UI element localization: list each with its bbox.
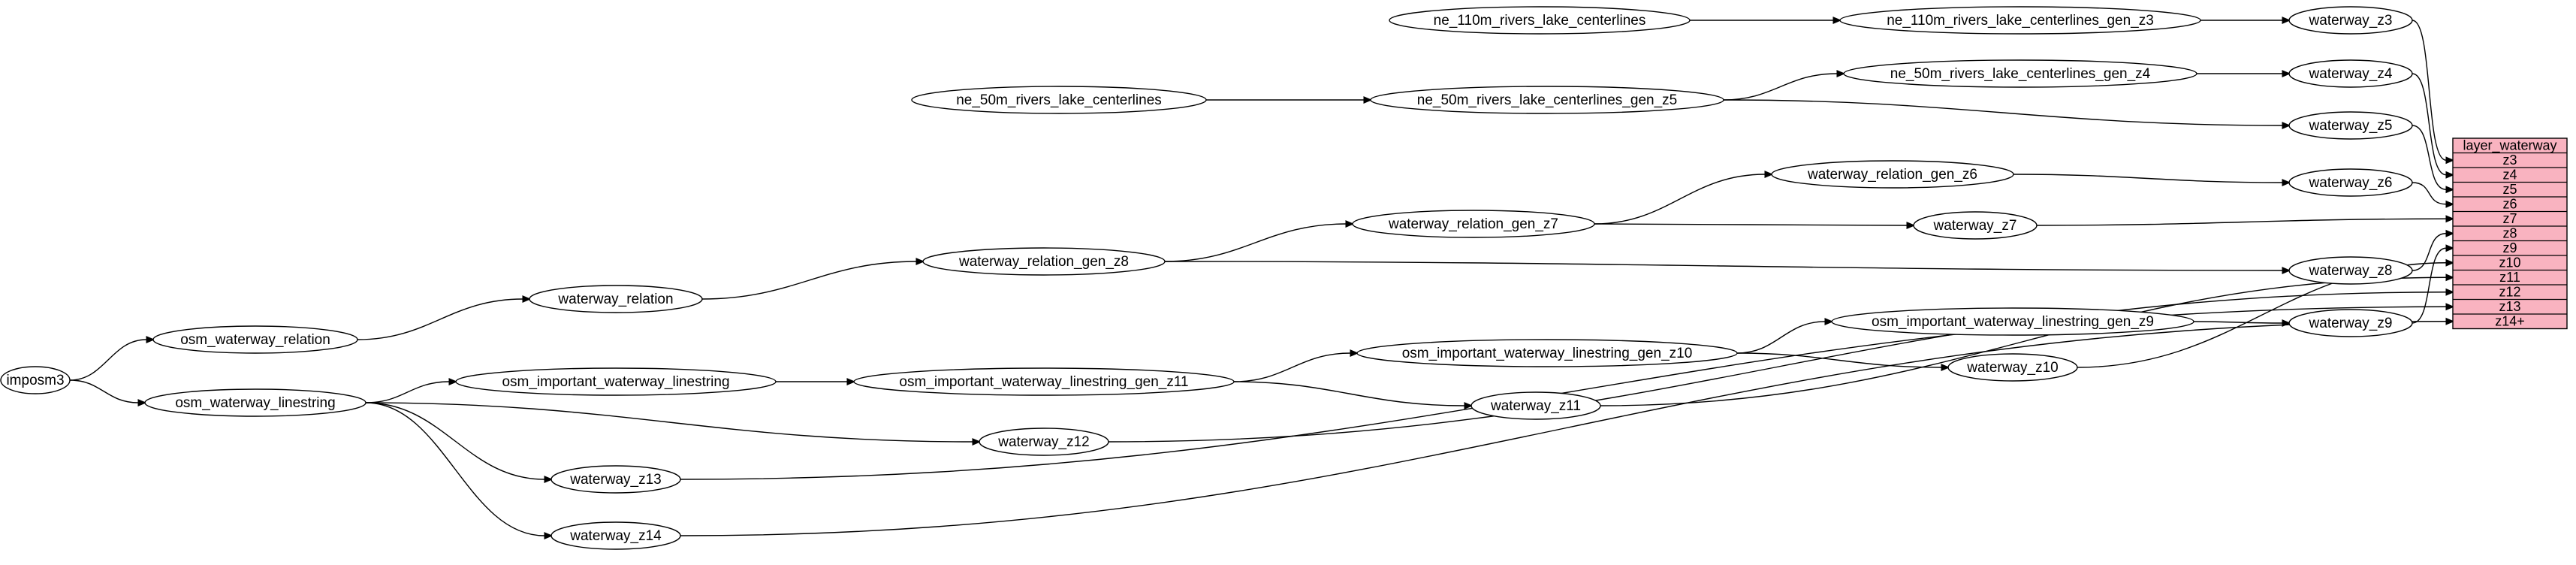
record-node-layer-waterway[interactable] xyxy=(2453,138,2567,329)
record-header-label: layer_waterway xyxy=(2463,137,2557,153)
edge-waterway_z7-to-layer_waterway-z7 xyxy=(2037,219,2446,225)
node-osm_important_waterway_linestring_gen_z10[interactable] xyxy=(1357,340,1737,367)
node-label: osm_important_waterway_linestring_gen_z11 xyxy=(899,374,1189,391)
node-label: osm_important_waterway_linestring_gen_z9 xyxy=(1872,314,2154,331)
node-label: waterway_relation_gen_z7 xyxy=(1388,216,1559,233)
node-label: waterway_z10 xyxy=(1967,360,2059,376)
node-label: waterway_relation_gen_z8 xyxy=(958,254,1130,270)
node-osm_waterway_linestring[interactable] xyxy=(145,389,366,416)
node-label: osm_important_waterway_linestring_gen_z10 xyxy=(1401,346,1693,362)
node-waterway_relation_gen_z6[interactable] xyxy=(1772,161,2013,188)
edge-waterway_relation_gen_z6-to-waterway_z6 xyxy=(2013,174,2282,183)
edge-waterway_z9-to-layer_waterway-z9 xyxy=(2412,248,2446,323)
edge-osm_waterway_linestring-to-waterway_z14 xyxy=(366,403,544,536)
node-label: ne_50m_rivers_lake_centerlines xyxy=(956,92,1162,109)
node-label: osm_waterway_relation xyxy=(180,332,330,349)
node-label: ne_50m_rivers_lake_centerlines_gen_z5 xyxy=(1416,92,1678,109)
record-row-z3[interactable]: z3 xyxy=(2502,153,2517,168)
node-waterway_z3[interactable] xyxy=(2289,7,2412,34)
record-row-z6[interactable]: z6 xyxy=(2502,196,2517,212)
node-waterway_z13[interactable] xyxy=(551,466,680,493)
node-ne_50m_rivers_lake_centerlines[interactable] xyxy=(912,86,1206,113)
record-node-layer xyxy=(2453,138,2567,329)
edges-layer xyxy=(70,17,2454,539)
node-waterway_relation[interactable] xyxy=(529,286,702,313)
node-ne_50m_rivers_lake_centerlines_gen_z4[interactable] xyxy=(1844,60,2197,87)
edge-osm_important_waterway_linestring_gen_z10-to-osm_important_waterway_linestring_gen_z9 xyxy=(1737,322,1825,353)
record-row-z12[interactable]: z12 xyxy=(2499,284,2521,300)
node-waterway_z4[interactable] xyxy=(2289,60,2412,87)
node-label: waterway_z13 xyxy=(570,472,662,488)
node-osm_important_waterway_linestring_gen_z9[interactable] xyxy=(1832,308,2194,335)
edge-osm_important_waterway_linestring_gen_z11-to-waterway_z11 xyxy=(1234,382,1464,406)
edge-osm_waterway_linestring-to-waterway_z12 xyxy=(366,403,973,442)
node-label: waterway_z4 xyxy=(2309,66,2393,83)
node-label: imposm3 xyxy=(6,373,65,389)
edge-osm_waterway_linestring-to-waterway_z13 xyxy=(366,403,544,479)
edge-ne_50m_rivers_lake_centerlines_gen_z5-to-ne_50m_rivers_lake_centerlines_gen_z4 xyxy=(1724,74,1837,100)
node-label: ne_110m_rivers_lake_centerlines_gen_z3 xyxy=(1887,13,2154,29)
node-waterway_z9[interactable] xyxy=(2289,310,2412,337)
node-label: waterway_z12 xyxy=(998,434,1090,451)
edge-waterway_z8-to-layer_waterway-z8 xyxy=(2412,234,2446,270)
record-row-z13[interactable]: z13 xyxy=(2499,299,2521,314)
edge-osm_waterway_relation-to-waterway_relation xyxy=(357,299,523,340)
node-label: waterway_z7 xyxy=(1933,218,2017,234)
edge-osm_important_waterway_linestring_gen_z11-to-osm_important_waterway_linestring_gen_z10 xyxy=(1234,353,1350,382)
node-label: ne_50m_rivers_lake_centerlines_gen_z4 xyxy=(1890,66,2151,83)
node-waterway_z5[interactable] xyxy=(2289,112,2412,139)
edge-waterway_z3-to-layer_waterway-z3 xyxy=(2412,20,2446,160)
node-imposm3[interactable] xyxy=(1,367,70,394)
node-label: waterway_z11 xyxy=(1490,398,1582,415)
edge-osm_important_waterway_linestring_gen_z9-to-waterway_z9 xyxy=(2194,322,2282,323)
node-waterway_z7[interactable] xyxy=(1914,212,2037,239)
edge-waterway_relation_gen_z8-to-waterway_z8 xyxy=(1165,261,2282,270)
record-row-z4[interactable]: z4 xyxy=(2502,167,2517,183)
node-label: waterway_z8 xyxy=(2309,263,2393,279)
record-row-z8[interactable]: z8 xyxy=(2502,225,2517,241)
record-row-z7[interactable]: z7 xyxy=(2502,211,2517,226)
record-row-z5[interactable]: z5 xyxy=(2502,182,2517,197)
record-row-z10[interactable]: z10 xyxy=(2499,255,2521,270)
node-waterway_z11[interactable] xyxy=(1471,392,1600,419)
node-waterway_z12[interactable] xyxy=(979,428,1109,455)
edge-imposm3-to-osm_waterway_linestring xyxy=(70,380,138,403)
node-label: waterway_relation xyxy=(558,292,674,308)
edge-waterway_relation_gen_z7-to-waterway_z7 xyxy=(1594,224,1907,225)
node-waterway_relation_gen_z8[interactable] xyxy=(923,248,1165,275)
node-ne_50m_rivers_lake_centerlines_gen_z5[interactable] xyxy=(1371,86,1724,113)
node-label: osm_waterway_linestring xyxy=(175,395,336,412)
node-label: ne_110m_rivers_lake_centerlines xyxy=(1433,13,1646,29)
node-osm_important_waterway_linestring_gen_z11[interactable] xyxy=(854,368,1234,395)
edge-ne_50m_rivers_lake_centerlines_gen_z5-to-waterway_z5 xyxy=(1724,100,2282,125)
node-waterway_z6[interactable] xyxy=(2289,169,2412,196)
edge-imposm3-to-osm_waterway_relation xyxy=(70,340,146,380)
edge-osm_waterway_linestring-to-osm_important_waterway_linestring xyxy=(366,382,449,403)
node-label: waterway_z14 xyxy=(570,528,662,545)
node-ne_110m_rivers_lake_centerlines_gen_z3[interactable] xyxy=(1840,7,2200,34)
node-waterway_relation_gen_z7[interactable] xyxy=(1353,210,1594,237)
node-waterway_z10[interactable] xyxy=(1948,354,2077,381)
edge-waterway_z11-to-layer_waterway-z11 xyxy=(1600,277,2446,406)
node-waterway_z14[interactable] xyxy=(551,522,680,549)
edge-waterway_z6-to-layer_waterway-z6 xyxy=(2412,183,2446,204)
record-row-z9[interactable]: z9 xyxy=(2502,240,2517,255)
node-osm_important_waterway_linestring[interactable] xyxy=(456,368,776,395)
node-osm_waterway_relation[interactable] xyxy=(153,326,357,353)
record-row-z14plus[interactable]: z14+ xyxy=(2495,313,2525,329)
node-ne_110m_rivers_lake_centerlines[interactable] xyxy=(1389,7,1690,34)
nodes-layer xyxy=(1,7,2412,549)
edge-waterway_relation_gen_z8-to-waterway_relation_gen_z7 xyxy=(1165,224,1346,261)
edge-waterway_relation-to-waterway_relation_gen_z8 xyxy=(702,261,916,299)
edge-waterway_relation_gen_z7-to-waterway_relation_gen_z6 xyxy=(1594,174,1765,224)
node-waterway_z8[interactable] xyxy=(2289,257,2412,284)
node-label: waterway_relation_gen_z6 xyxy=(1807,167,1978,183)
node-label: waterway_z5 xyxy=(2309,118,2393,134)
node-label: waterway_z6 xyxy=(2309,175,2393,192)
node-label: osm_important_waterway_linestring xyxy=(502,374,730,391)
edge-waterway_z12-to-layer_waterway-z12 xyxy=(1109,292,2446,442)
record-row-z11[interactable]: z11 xyxy=(2499,270,2520,285)
node-label: waterway_z9 xyxy=(2309,316,2393,332)
node-label: waterway_z3 xyxy=(2309,13,2393,29)
